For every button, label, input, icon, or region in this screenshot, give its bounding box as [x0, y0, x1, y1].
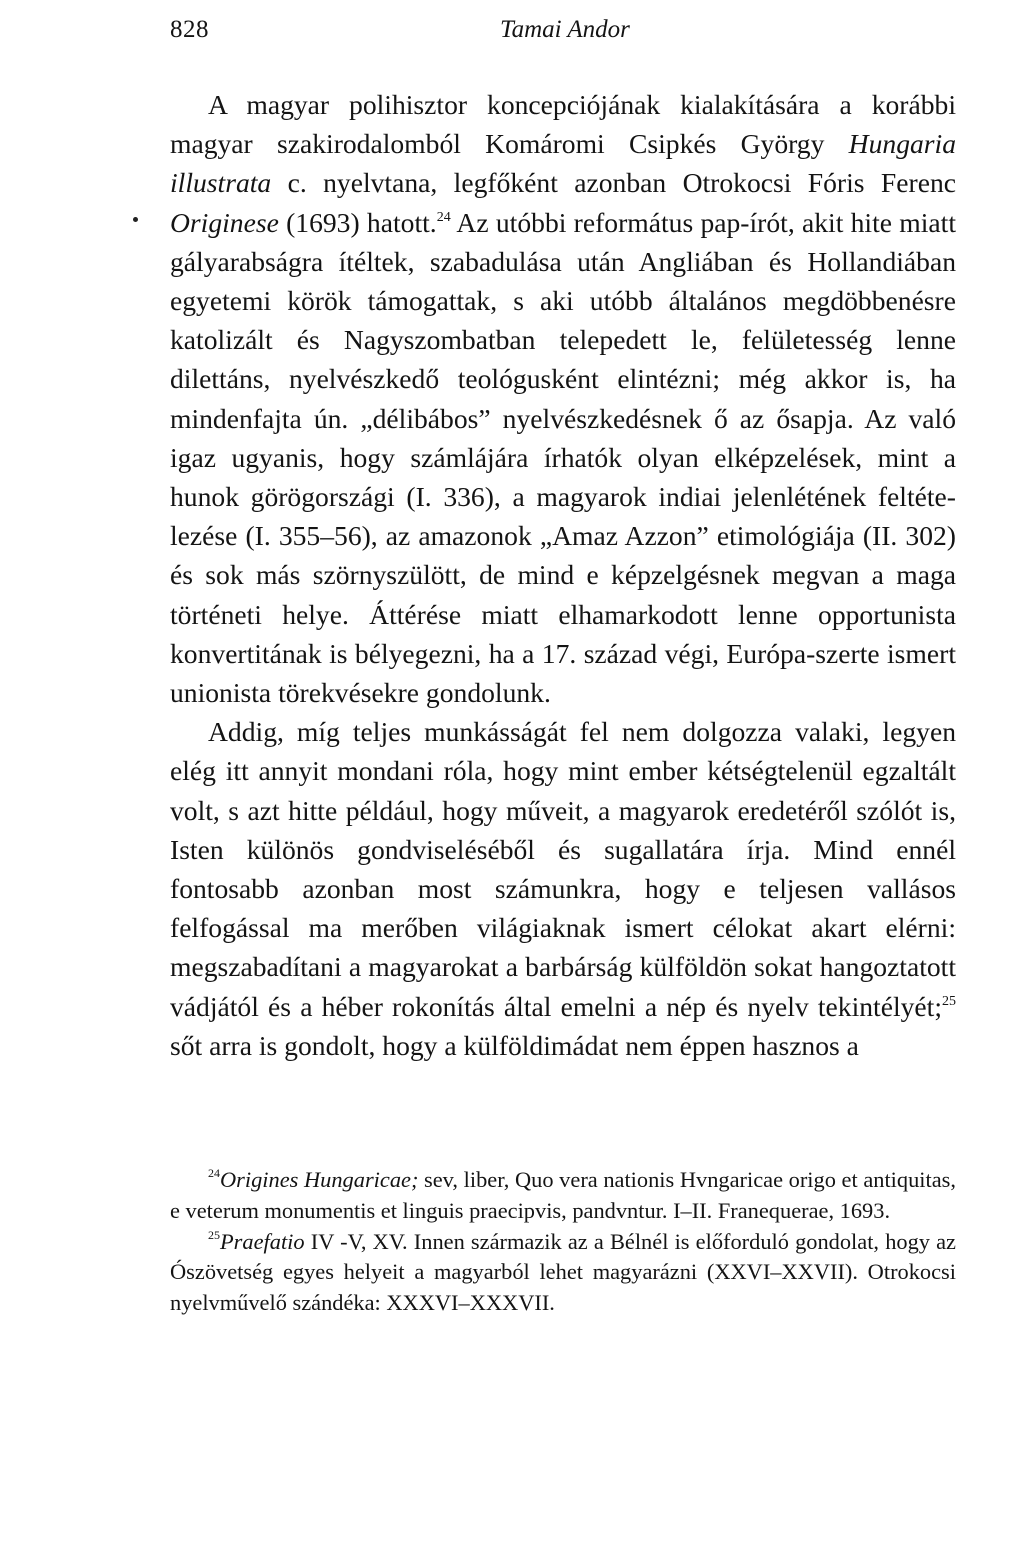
print-speck	[133, 217, 138, 222]
italic-title: Hungaria illustrata	[170, 128, 956, 199]
footnote-24	[170, 1165, 956, 1227]
footnote-ref-25[interactable]: 25	[942, 993, 956, 1009]
footnote-ref-24[interactable]: 24	[436, 209, 451, 225]
page-number: 828	[170, 16, 209, 43]
text-segment: A magyar polihisztor koncepciójának kialakítására a korábbi magyar szakirodalomból Komáromi Csipkés György	[170, 89, 956, 160]
text-segment: Addig, míg teljes munkásságát fel nem dolgozza valaki, legyen elég itt annyit mondani róla, hogy mint ember kétségtelenül egzaltált volt, s azt hitte például, hogy műveit, a magyarok eredetéről szólót is, Isten különös gondviseléséből és sugallatára írja. Mind ennél fontosabb azonban most számunkra, hogy e teljesen vallásos felfogással ma merőben világiaknak ismert célokat akart elérni: megszabadítani a magyarokat a barbárság külföldön sokat hangoztatott vádjától és a héber rokonítás által emelni a nép és nyelv tekintélyét;	[170, 716, 956, 1022]
footnote-title: Praefatio	[220, 1228, 305, 1254]
main-text	[170, 85, 956, 1065]
body-paragraph-1	[170, 85, 956, 712]
text-segment: c. nyelvtana, legfőként azonban Otrokocsi Fóris Ferenc	[271, 167, 956, 199]
footnote-text: IV -V, XV. Innen származik az a Bélnél is előforduló gondolat, hogy az Ószövetség egyes helyeit a magyarból lehet magyarázni (XXVI–XXVII). Otrokocsi nyelvművelő szándéka: XXXVI–XXXVII.	[170, 1228, 956, 1316]
italic-title: Originese	[170, 206, 279, 238]
footnote-25	[170, 1227, 956, 1319]
body-paragraph-2	[170, 712, 956, 1065]
text-segment: sőt arra is gondolt, hogy a külföldimádat nem éppen hasznos a	[170, 1029, 859, 1061]
text-segment: Az utóbbi református pap-írót, akit hite miatt gályarabságra ítéltek, szabadulása után Angliában és Hollandiában egyetemi körök támogattak, s aki utóbb általános megdöbbenésre katolizált és Nagyszombatban telepedett le, felületesség lenne dilettáns, nyelvészkedő teológusként elintézni; még akkor is, ha mindenfajta ún. „délibábos” nyelvészkedésnek ő az ősapja. Az való igaz ugyanis, hogy számlájára írhatók olyan elképzelések, mint a hunok görögországi (I. 336), a magyarok indiai jelenlétének feltételezése (I. 355–56), az amazonok „Amaz Azzon” etimológiája (II. 302) és sok más szörnyszülött, de mind e képzelgésnek megvan a maga történeti helye. Áttérése miatt elhamarkodott lenne opportunista konvertitának is bélyegezni, ha a 17. század végi, Európa-szerte ismert unionista törekvésekre gondolunk.	[170, 206, 956, 709]
footnote-mark-24: 24	[208, 1166, 220, 1180]
footnotes	[170, 1165, 956, 1319]
footnote-mark-25: 25	[208, 1227, 220, 1242]
footnote-text: sev, liber, Quo vera nationis Hvngaricae origo et antiquitas, e veterum monumentis et linguis praecipvis, pandvntur. I–II. Franequerae, 1693.	[170, 1167, 956, 1223]
text-segment: (1693) hatott.	[278, 206, 437, 238]
page-header	[170, 16, 960, 50]
footnote-title: Origines Hungaricae;	[220, 1167, 419, 1192]
running-head: Tamai Andor	[500, 16, 630, 43]
